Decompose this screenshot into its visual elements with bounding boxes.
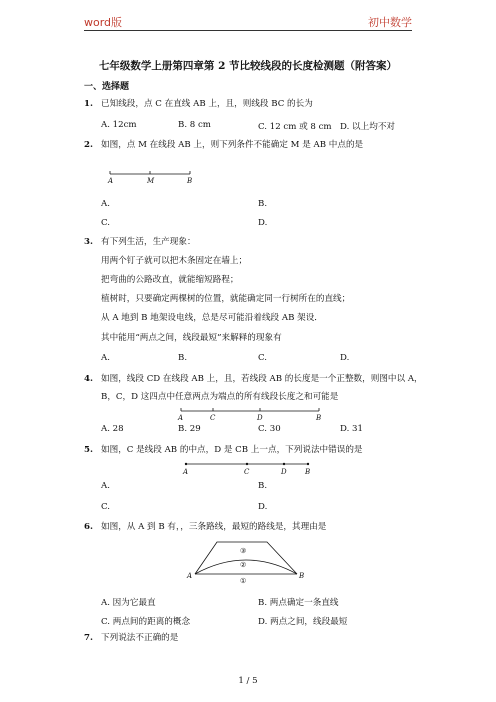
q3-line-3: 把弯曲的公路改直，就能缩短路程； <box>101 275 239 285</box>
q4-segment-figure <box>177 407 327 425</box>
q6-routes-figure <box>185 538 315 588</box>
q6-option-a: A. 因为它最直 <box>101 598 156 608</box>
q4-label-d: D <box>257 414 263 422</box>
q2-label-m: M <box>147 177 155 185</box>
q2-option-b: B. <box>258 199 268 209</box>
q6-option-d: D. 两点之间，线段最短 <box>258 617 348 627</box>
q2-option-c: C. <box>101 218 111 228</box>
q6-label-b: B <box>299 572 305 580</box>
q4-option-d: D. 31 <box>340 424 363 434</box>
q3-number: 3. <box>84 237 93 247</box>
section-heading: 一、选择题 <box>84 82 130 92</box>
q1-option-b: B. 8 cm <box>178 120 211 130</box>
q5-option-c: C. <box>101 502 111 512</box>
q5-segment-figure <box>182 460 312 478</box>
q5-option-a: A. <box>101 481 110 491</box>
q2-label-a: A <box>108 177 114 185</box>
q6-option-c: C. 两点间的距离的概念 <box>101 617 191 627</box>
q6-route-1-label: ① <box>240 577 247 585</box>
q4-option-b: B. 29 <box>178 424 201 434</box>
q5-option-d: D. <box>258 502 268 512</box>
header-right: 初中数学 <box>368 16 412 29</box>
q4-label-b: B <box>316 414 322 422</box>
q6-route-3-label: ③ <box>240 547 247 555</box>
page-title: 七年级数学上册第四章第 2 节比较线段的长度检测题（附答案） <box>98 60 398 72</box>
q1-text: 已知线段，点 C 在直线 AB 上，且，则线段 BC 的长为 <box>101 99 313 109</box>
q7-text: 下列说法不正确的是 <box>101 633 179 643</box>
q1-number: 1. <box>84 99 93 109</box>
page-number: 1 / 5 <box>238 676 258 686</box>
q4-label-c: C <box>210 414 216 422</box>
page-header <box>84 14 412 31</box>
q6-route-2-label: ② <box>240 561 247 569</box>
q2-segment-figure <box>108 168 198 186</box>
q2-option-d: D. <box>258 218 268 228</box>
q2-label-b: B <box>187 177 193 185</box>
q7-number: 7. <box>84 633 93 643</box>
q3-line-5: 从 A 地到 B 地架设电线，总是尽可能沿着线段 AB 架设． <box>101 313 323 323</box>
q4-line-2: B，C，D 这四点中任意两点为端点的所有线段长度之和可能是 <box>101 392 339 402</box>
q5-text: 如图，C 是线段 AB 的中点，D 是 CB 上一点，下列说法中错误的是 <box>101 445 363 455</box>
q5-label-a: A <box>183 468 189 476</box>
q4-label-a: A <box>178 414 184 422</box>
q1-option-d: D. 以上均不对 <box>340 122 396 132</box>
q4-option-a: A. 28 <box>101 424 124 434</box>
q4-number: 4. <box>84 374 93 384</box>
q5-label-d: D <box>281 468 287 476</box>
q4-line-1: 如图，线段 CD 在线段 AB 上，且，若线段 AB 的长度是一个正整数，则图中以 A， <box>101 374 423 384</box>
q3-option-c: C. <box>258 353 268 363</box>
q3-line-1: 有下列生活，生产现象： <box>101 237 196 247</box>
q4-option-c: C. 30 <box>258 424 281 434</box>
q3-option-b: B. <box>178 353 188 363</box>
q5-label-c: C <box>244 468 250 476</box>
q6-label-a: A <box>187 572 193 580</box>
q3-option-d: D. <box>340 353 350 363</box>
q2-number: 2. <box>84 140 93 150</box>
header-left: word版 <box>84 16 123 29</box>
q5-label-b: B <box>305 468 311 476</box>
q5-number: 5. <box>84 445 93 455</box>
q6-number: 6. <box>84 522 93 532</box>
q5-option-b: B. <box>258 481 268 491</box>
q2-option-a: A. <box>101 199 110 209</box>
q1-option-c: C. 12 cm 或 8 cm <box>258 122 332 132</box>
q3-line-4: 植树时，只要确定两棵树的位置，就能确定同一行树所在的直线； <box>101 294 351 304</box>
q6-text: 如图，从 A 到 B 有，，三条路线，最短的路线是，其理由是 <box>101 522 327 532</box>
q3-line-2: 用两个钉子就可以把木条固定在墙上； <box>101 256 248 266</box>
q2-text: 如图，点 M 在线段 AB 上，则下列条件不能确定 M 是 AB 中点的是 <box>101 140 364 150</box>
q1-option-a: A. 12cm <box>101 120 137 130</box>
q6-option-b: B. 两点确定一条直线 <box>258 598 339 608</box>
q3-line-6: 其中能用“两点之间，线段最短”来解释的现象有 <box>101 333 282 343</box>
q3-option-a: A. <box>101 353 110 363</box>
